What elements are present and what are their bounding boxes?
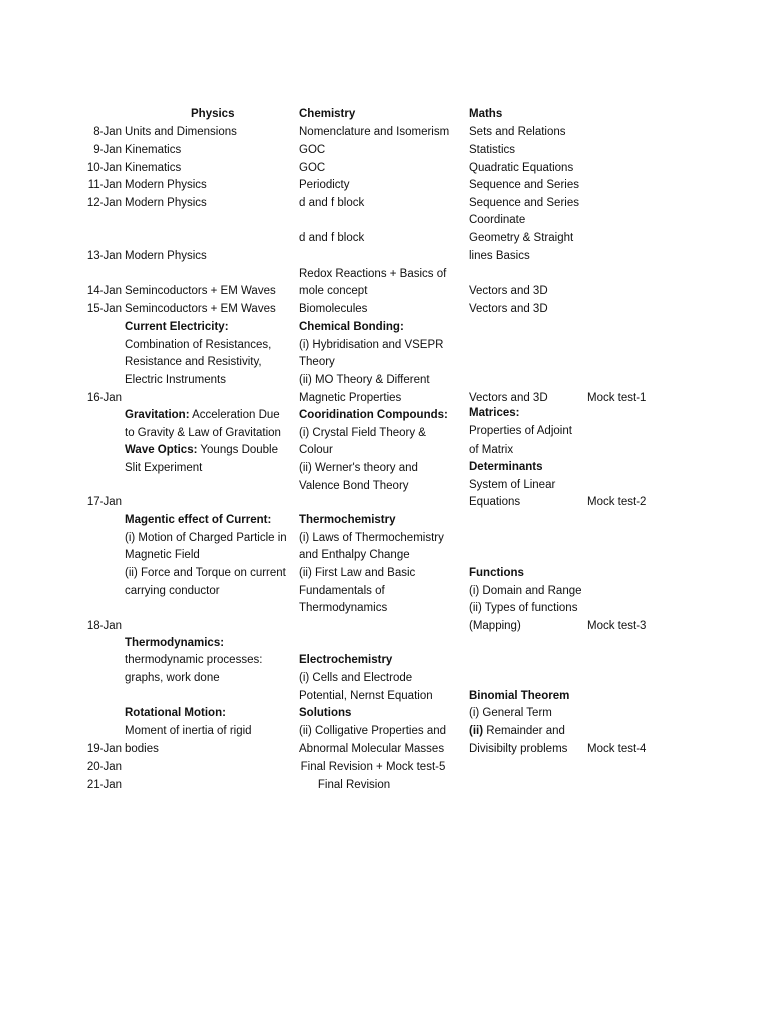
date-cell: 19-Jan: [86, 743, 122, 755]
chemistry-topic-heading: Electrochemistry: [299, 654, 393, 666]
chemistry-topic: Theory: [299, 356, 335, 368]
mock-test: Mock test-1: [587, 392, 647, 404]
chemistry-topic: (ii) MO Theory & Different: [299, 374, 430, 386]
maths-topic: (ii) Types of functions: [469, 602, 578, 614]
chemistry-topic: (i) Crystal Field Theory &: [299, 427, 426, 439]
physics-topic-line: [125, 408, 280, 422]
chemistry-topic: (ii) Colligative Properties and: [299, 725, 447, 737]
chemistry-topic: (ii) First Law and Basic: [299, 567, 416, 579]
date-cell: 20-Jan: [86, 761, 122, 773]
chemistry-topic: Biomolecules: [299, 303, 368, 315]
physics-topic: thermodynamic processes:: [125, 654, 263, 666]
mock-test: Mock test-4: [587, 743, 647, 755]
chemistry-topic: Redox Reactions + Basics of: [299, 268, 447, 280]
maths-topic-line: [469, 724, 565, 738]
date-cell: 10-Jan: [86, 162, 122, 174]
header-maths: Maths: [469, 108, 503, 120]
maths-topic: Properties of Adjoint: [469, 425, 572, 437]
physics-topic: Units and Dimensions: [125, 126, 237, 138]
date-cell: 15-Jan: [86, 303, 122, 315]
chemistry-topic: mole concept: [299, 285, 368, 297]
chemistry-topic: Valence Bond Theory: [299, 480, 409, 492]
chemistry-topic: Fundamentals of: [299, 585, 385, 597]
date-cell: 16-Jan: [86, 392, 122, 404]
maths-topic: lines Basics: [469, 250, 530, 262]
final-revision-mock: Final Revision + Mock test-5: [300, 761, 446, 773]
date-cell: 18-Jan: [86, 620, 122, 632]
chemistry-topic: d and f block: [299, 197, 365, 209]
maths-topic: Statistics: [469, 144, 516, 156]
physics-topic: Semincoductors + EM Waves: [125, 285, 276, 297]
chemistry-topic: (i) Laws of Thermochemistry: [299, 532, 444, 544]
physics-topic: graphs, work done: [125, 672, 220, 684]
physics-topic: Youngs Double: [197, 444, 279, 456]
physics-topic: (i) Motion of Charged Particle in: [125, 532, 287, 544]
physics-topic: Magnetic Field: [125, 549, 200, 561]
maths-topic: (i) Domain and Range: [469, 585, 582, 597]
date-cell: 8-Jan: [93, 126, 122, 138]
maths-topic: of Matrix: [469, 444, 514, 456]
chemistry-topic-heading: Chemical Bonding:: [299, 321, 404, 333]
maths-topic: Divisibilty problems: [469, 743, 568, 755]
physics-topic: bodies: [125, 743, 159, 755]
maths-topic: Geometry & Straight: [469, 232, 574, 244]
chemistry-topic: d and f block: [299, 232, 365, 244]
physics-topic-heading: Current Electricity:: [125, 321, 229, 333]
chemistry-topic: Potential, Nernst Equation: [299, 690, 433, 702]
physics-topic: Modern Physics: [125, 197, 207, 209]
physics-topic: to Gravity & Law of Gravitation: [125, 427, 281, 439]
date-cell: 17-Jan: [86, 496, 122, 508]
chemistry-topic: and Enthalpy Change: [299, 549, 410, 561]
date-cell: 11-Jan: [87, 179, 122, 191]
header-chemistry: Chemistry: [299, 108, 356, 120]
date-cell: 13-Jan: [86, 250, 122, 262]
chemistry-topic: Abnormal Molecular Masses: [299, 743, 445, 755]
maths-topic-heading: Matrices:: [469, 407, 520, 419]
maths-topic: Vectors and 3D: [469, 285, 548, 297]
maths-topic: Quadratic Equations: [469, 162, 574, 174]
maths-topic: Sequence and Series: [469, 179, 579, 191]
date-cell: 9-Jan: [93, 144, 122, 156]
maths-topic: Vectors and 3D: [469, 392, 548, 404]
chemistry-topic-heading: Cooridination Compounds:: [299, 409, 448, 421]
maths-topic-heading: Binomial Theorem: [469, 690, 570, 702]
chemistry-topic-heading: Solutions: [299, 707, 352, 719]
physics-topic-line: [125, 443, 278, 457]
physics-topic: Resistance and Resistivity,: [125, 356, 262, 368]
chemistry-topic: (ii) Werner's theory and: [299, 462, 418, 474]
physics-topic-heading: Gravitation:: [125, 409, 190, 421]
physics-topic: (ii) Force and Torque on current: [125, 567, 286, 579]
maths-topic: Vectors and 3D: [469, 303, 548, 315]
chemistry-topic: Nomenclature and Isomerism: [299, 126, 450, 138]
header-physics: Physics: [191, 108, 235, 120]
date-cell: 21-Jan: [86, 779, 122, 791]
maths-topic: Equations: [469, 496, 521, 508]
physics-topic: Modern Physics: [125, 250, 207, 262]
physics-topic: carrying conductor: [125, 585, 220, 597]
maths-topic: (Mapping): [469, 620, 521, 632]
physics-topic: Semincoductors + EM Waves: [125, 303, 276, 315]
chemistry-topic: GOC: [299, 144, 326, 156]
chemistry-topic: Magnetic Properties: [299, 392, 402, 404]
mock-test: Mock test-2: [587, 496, 647, 508]
chemistry-topic: Periodicty: [299, 179, 350, 191]
chemistry-topic: Colour: [299, 444, 333, 456]
physics-topic: Slit Experiment: [125, 462, 203, 474]
chemistry-topic: (i) Cells and Electrode: [299, 672, 413, 684]
physics-topic: Kinematics: [125, 162, 182, 174]
maths-topic: System of Linear: [469, 479, 556, 491]
maths-topic-heading: (ii): [469, 725, 484, 737]
maths-topic-heading: Determinants: [469, 461, 543, 473]
chemistry-topic: Thermodynamics: [299, 602, 388, 614]
date-cell: 12-Jan: [86, 197, 122, 209]
physics-topic: Combination of Resistances,: [125, 339, 272, 351]
maths-topic: Remainder and: [483, 725, 565, 737]
physics-topic-heading: Magentic effect of Current:: [125, 514, 272, 526]
chemistry-topic: (i) Hybridisation and VSEPR: [299, 339, 444, 351]
physics-topic: Moment of inertia of rigid: [125, 725, 252, 737]
date-cell: 14-Jan: [86, 285, 122, 297]
maths-topic: Sets and Relations: [469, 126, 566, 138]
physics-topic: Electric Instruments: [125, 374, 226, 386]
chemistry-topic-heading: Thermochemistry: [299, 514, 396, 526]
physics-topic: Acceleration Due: [189, 409, 280, 421]
maths-topic: (i) General Term: [469, 707, 552, 719]
chemistry-topic: GOC: [299, 162, 326, 174]
maths-topic: Coordinate: [469, 214, 526, 226]
mock-test: Mock test-3: [587, 620, 647, 632]
physics-topic-heading: Wave Optics:: [125, 444, 198, 456]
maths-topic-heading: Functions: [469, 567, 524, 579]
physics-topic-heading: Rotational Motion:: [125, 707, 226, 719]
physics-topic-heading: Thermodynamics:: [125, 637, 225, 649]
final-revision: Final Revision: [317, 779, 391, 791]
maths-topic: Sequence and Series: [469, 197, 579, 209]
physics-topic: Modern Physics: [125, 179, 207, 191]
physics-topic: Kinematics: [125, 144, 182, 156]
